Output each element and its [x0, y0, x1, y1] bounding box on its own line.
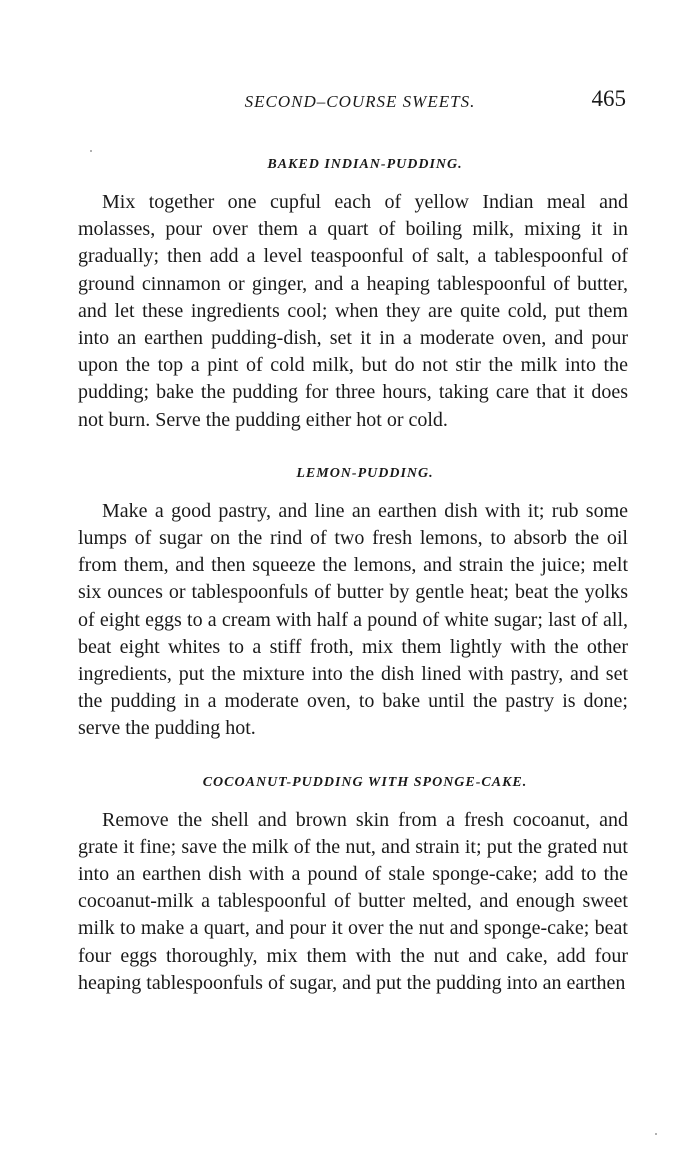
- running-title: SECOND–COURSE SWEETS.: [244, 92, 476, 111]
- recipe-title: BAKED INDIAN-PUDDING.: [267, 157, 463, 172]
- recipe-text: Mix together one cupful each of yellow Indian meal and molasses, pour over them a quart of boiling milk, mixing it in gradually; then add a level teaspoonful of salt, a tablespoonful of ground cinnamon or ginger, and a heaping tablespoonful of butter, and let these ingredients cool; when they are quite cold, put them into an earthen pudding-dish, set it in a moderate oven, and pour upon the top a pint of cold milk, but do not stir the milk into the pudding; bake the pudding for three hours, taking care that it does not burn. Serve the pudding either hot or cold.: [78, 191, 628, 431]
- page-number: 465: [591, 86, 626, 111]
- recipe-title: LEMON-PUDDING.: [296, 465, 434, 481]
- recipe-title: COCOANUT-PUDDING WITH SPONGE-CAKE.: [202, 774, 528, 790]
- recipe-text: Remove the shell and brown skin from a fresh cocoanut, and grate it fine; save the milk of the nut, and strain it; put the grated nut into an earthen dish with a pound of stale sponge-cake; add to the cocoanut-milk a tablespoonful of butter melted, and enough sweet milk to make a quart, and pour it over the nut and sponge-cake; beat four eggs thoroughly, mix them with the nut and cake, add four heaping tablespoonfuls of sugar, and put the pudding into an earthen: [78, 808, 628, 994]
- recipe-section: [78, 773, 628, 997]
- recipe-section: [78, 464, 628, 743]
- running-head: [0, 86, 700, 116]
- recipe-section: [78, 155, 628, 434]
- paper-speck: [90, 150, 92, 152]
- paper-speck: [655, 1133, 657, 1135]
- recipe-text: Make a good pastry, and line an earthen dish with it; rub some lumps of sugar on the rind of two fresh lemons, to absorb the oil from them, and then squeeze the lemons, and strain the juice; melt six ounces or tablespoonfuls of butter by gentle heat; beat the yolks of eight eggs to a cream with half a pound of white sugar; last of all, beat eight whites to a stiff froth, mix them lightly with the other ingredients, put the mixture into the dish lined with pastry, and set the pudding in a moderate oven, to bake until the pastry is done; serve the pudding hot.: [78, 499, 628, 740]
- page-body: [78, 155, 628, 997]
